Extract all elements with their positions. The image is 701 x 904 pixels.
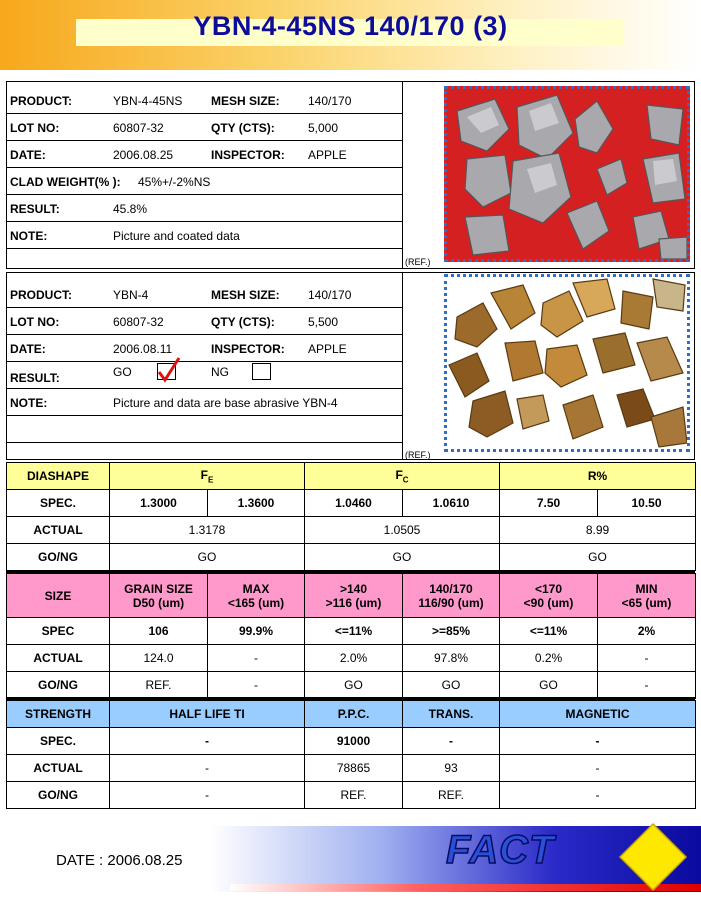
date-label: DATE: <box>10 342 46 356</box>
diashape-spec-row <box>7 490 696 517</box>
spec-cell: >=85% <box>403 618 500 645</box>
gong-cell: GO <box>403 672 500 699</box>
footer <box>0 826 701 904</box>
info-row <box>7 114 403 141</box>
diashape-table <box>6 462 696 571</box>
diamond-icon <box>618 822 688 892</box>
size-gong-row <box>7 672 696 699</box>
qty-value: 5,000 <box>308 121 339 135</box>
gong-cell: GO <box>110 544 305 571</box>
gong-cell: GO <box>500 672 598 699</box>
fe-header: $F_E$ <box>110 463 305 490</box>
info-row <box>7 168 403 195</box>
spec-cell: 106 <box>110 618 208 645</box>
spec-cell: 99.9% <box>208 618 305 645</box>
actual-cell: - <box>500 755 696 782</box>
size-actual-row <box>7 645 696 672</box>
ng-checkbox[interactable] <box>252 363 271 380</box>
size-label: SIZE <box>7 574 110 618</box>
actual-cell: 124.0 <box>110 645 208 672</box>
info-row <box>7 335 403 362</box>
spec-cell: - <box>500 728 696 755</box>
ref-label: (REF.) <box>405 450 431 460</box>
gong-cell: REF. <box>305 782 403 809</box>
page-title: YBN-4-45NS 140/170 (3) <box>193 11 508 41</box>
spec-label: SPEC <box>7 618 110 645</box>
gong-cell: - <box>500 782 696 809</box>
base-grains-photo <box>444 274 690 452</box>
strength-gong-row <box>7 782 696 809</box>
base-info-column <box>7 273 403 459</box>
base-product-panel <box>6 272 695 460</box>
gong-cell: GO <box>500 544 696 571</box>
actual-cell: 93 <box>403 755 500 782</box>
over-140-header: >140 >116 (um) <box>305 574 403 618</box>
note-value: Picture and coated data <box>113 229 240 243</box>
actual-cell: - <box>208 645 305 672</box>
spec-cell: 1.0610 <box>403 490 500 517</box>
spec-label: SPEC. <box>7 728 110 755</box>
ref-label: (REF.) <box>405 257 431 267</box>
inspector-value: APPLE <box>308 148 347 162</box>
trans-header: TRANS. <box>403 701 500 728</box>
spec-cell: - <box>110 728 305 755</box>
note-value: Picture and data are base abrasive YBN-4 <box>113 396 338 410</box>
result-label: RESULT: <box>10 371 60 385</box>
min-header: MIN <65 (um) <box>598 574 696 618</box>
lot-value: 60807-32 <box>113 315 164 329</box>
info-row <box>7 389 403 416</box>
140-170-header: 140/170 116/90 (um) <box>403 574 500 618</box>
gong-cell: REF. <box>110 672 208 699</box>
info-row <box>7 141 403 168</box>
spec-cell: 1.3000 <box>110 490 208 517</box>
gong-cell: - <box>598 672 696 699</box>
actual-cell: - <box>598 645 696 672</box>
info-row <box>7 222 403 249</box>
actual-label: ACTUAL <box>7 645 110 672</box>
lot-label: LOT NO: <box>10 315 60 329</box>
actual-label: ACTUAL <box>7 755 110 782</box>
actual-cell: - <box>110 755 305 782</box>
go-option-label: GO <box>113 365 132 379</box>
mesh-size-label: MESH SIZE: <box>211 94 280 108</box>
spec-cell: 1.3600 <box>208 490 305 517</box>
actual-label: ACTUAL <box>7 517 110 544</box>
r-percent-header: R% <box>500 463 696 490</box>
size-table <box>6 573 696 699</box>
date-value: 2006.08.25 <box>113 148 174 162</box>
qty-value: 5,500 <box>308 315 339 329</box>
gong-label: GO/NG <box>7 544 110 571</box>
inspector-label: INSPECTOR: <box>211 148 285 162</box>
gong-cell: REF. <box>403 782 500 809</box>
note-label: NOTE: <box>10 229 48 243</box>
date-label: DATE: <box>10 148 46 162</box>
size-header-row <box>7 574 696 618</box>
info-row <box>7 308 403 335</box>
spec-cell: 91000 <box>305 728 403 755</box>
mesh-size-label: MESH SIZE: <box>211 288 280 302</box>
actual-cell: 1.3178 <box>110 517 305 544</box>
fact-logo: FACT <box>446 828 555 872</box>
coated-grains-photo <box>444 86 690 262</box>
clad-weight-label: CLAD WEIGHT(% ): <box>10 175 121 189</box>
product-label: PRODUCT: <box>10 288 72 302</box>
product-label: PRODUCT: <box>10 94 72 108</box>
footer-date: DATE : 2006.08.25 <box>56 852 183 869</box>
coated-product-panel <box>6 81 695 269</box>
gong-label: GO/NG <box>7 782 110 809</box>
strength-spec-row <box>7 728 696 755</box>
qty-label: QTY (CTS): <box>211 121 275 135</box>
max-header: MAX <165 (um) <box>208 574 305 618</box>
strength-actual-row <box>7 755 696 782</box>
actual-cell: 8.99 <box>500 517 696 544</box>
lot-value: 60807-32 <box>113 121 164 135</box>
diashape-label: DIASHAPE <box>7 463 110 490</box>
strength-header-row <box>7 701 696 728</box>
clad-weight-value: 45%+/-2%NS <box>138 175 211 189</box>
actual-cell: 2.0% <box>305 645 403 672</box>
info-row <box>7 362 403 389</box>
strength-table <box>6 700 696 809</box>
qty-label: QTY (CTS): <box>211 315 275 329</box>
spec-cell: 2% <box>598 618 696 645</box>
base-grains-image <box>447 277 687 449</box>
magnetic-header: MAGNETIC <box>500 701 696 728</box>
gong-cell: - <box>110 782 305 809</box>
inspector-label: INSPECTOR: <box>211 342 285 356</box>
note-label: NOTE: <box>10 396 48 410</box>
diashape-actual-row <box>7 517 696 544</box>
ng-option-label: NG <box>211 365 229 379</box>
product-value: YBN-4-45NS <box>113 94 183 108</box>
half-life-header: HALF LIFE TI <box>110 701 305 728</box>
fc-header: $F_C$ <box>305 463 500 490</box>
checkmark-icon <box>155 356 183 384</box>
grain-size-header: GRAIN SIZE D50 (um) <box>110 574 208 618</box>
spec-cell: 7.50 <box>500 490 598 517</box>
actual-cell: 0.2% <box>500 645 598 672</box>
actual-cell: 97.8% <box>403 645 500 672</box>
spec-cell: 10.50 <box>598 490 696 517</box>
coated-grains-image <box>447 89 687 259</box>
info-row <box>7 281 403 308</box>
size-spec-row <box>7 618 696 645</box>
spec-cell: <=11% <box>305 618 403 645</box>
spec-cell: - <box>403 728 500 755</box>
info-row-empty <box>7 416 403 443</box>
mesh-size-value: 140/170 <box>308 288 352 302</box>
strength-label: STRENGTH <box>7 701 110 728</box>
date-value: 2006.08.11 <box>113 342 173 356</box>
spec-cell: 1.0460 <box>305 490 403 517</box>
actual-cell: 1.0505 <box>305 517 500 544</box>
diashape-header-row <box>7 463 696 490</box>
result-value: 45.8% <box>113 202 148 216</box>
gong-cell: GO <box>305 544 500 571</box>
actual-cell: 78865 <box>305 755 403 782</box>
mesh-size-value: 140/170 <box>308 94 352 108</box>
diashape-gong-row <box>7 544 696 571</box>
info-row <box>7 87 403 114</box>
ppc-header: P.P.C. <box>305 701 403 728</box>
spec-cell: <=11% <box>500 618 598 645</box>
result-label: RESULT: <box>10 202 60 216</box>
lot-label: LOT NO: <box>10 121 60 135</box>
info-row <box>7 195 403 222</box>
spec-label: SPEC. <box>7 490 110 517</box>
under-170-header: <170 <90 (um) <box>500 574 598 618</box>
gong-label: GO/NG <box>7 672 110 699</box>
gong-cell: - <box>208 672 305 699</box>
inspector-value: APPLE <box>308 342 347 356</box>
gong-cell: GO <box>305 672 403 699</box>
coated-info-column <box>7 82 403 268</box>
product-value: YBN-4 <box>113 288 149 302</box>
